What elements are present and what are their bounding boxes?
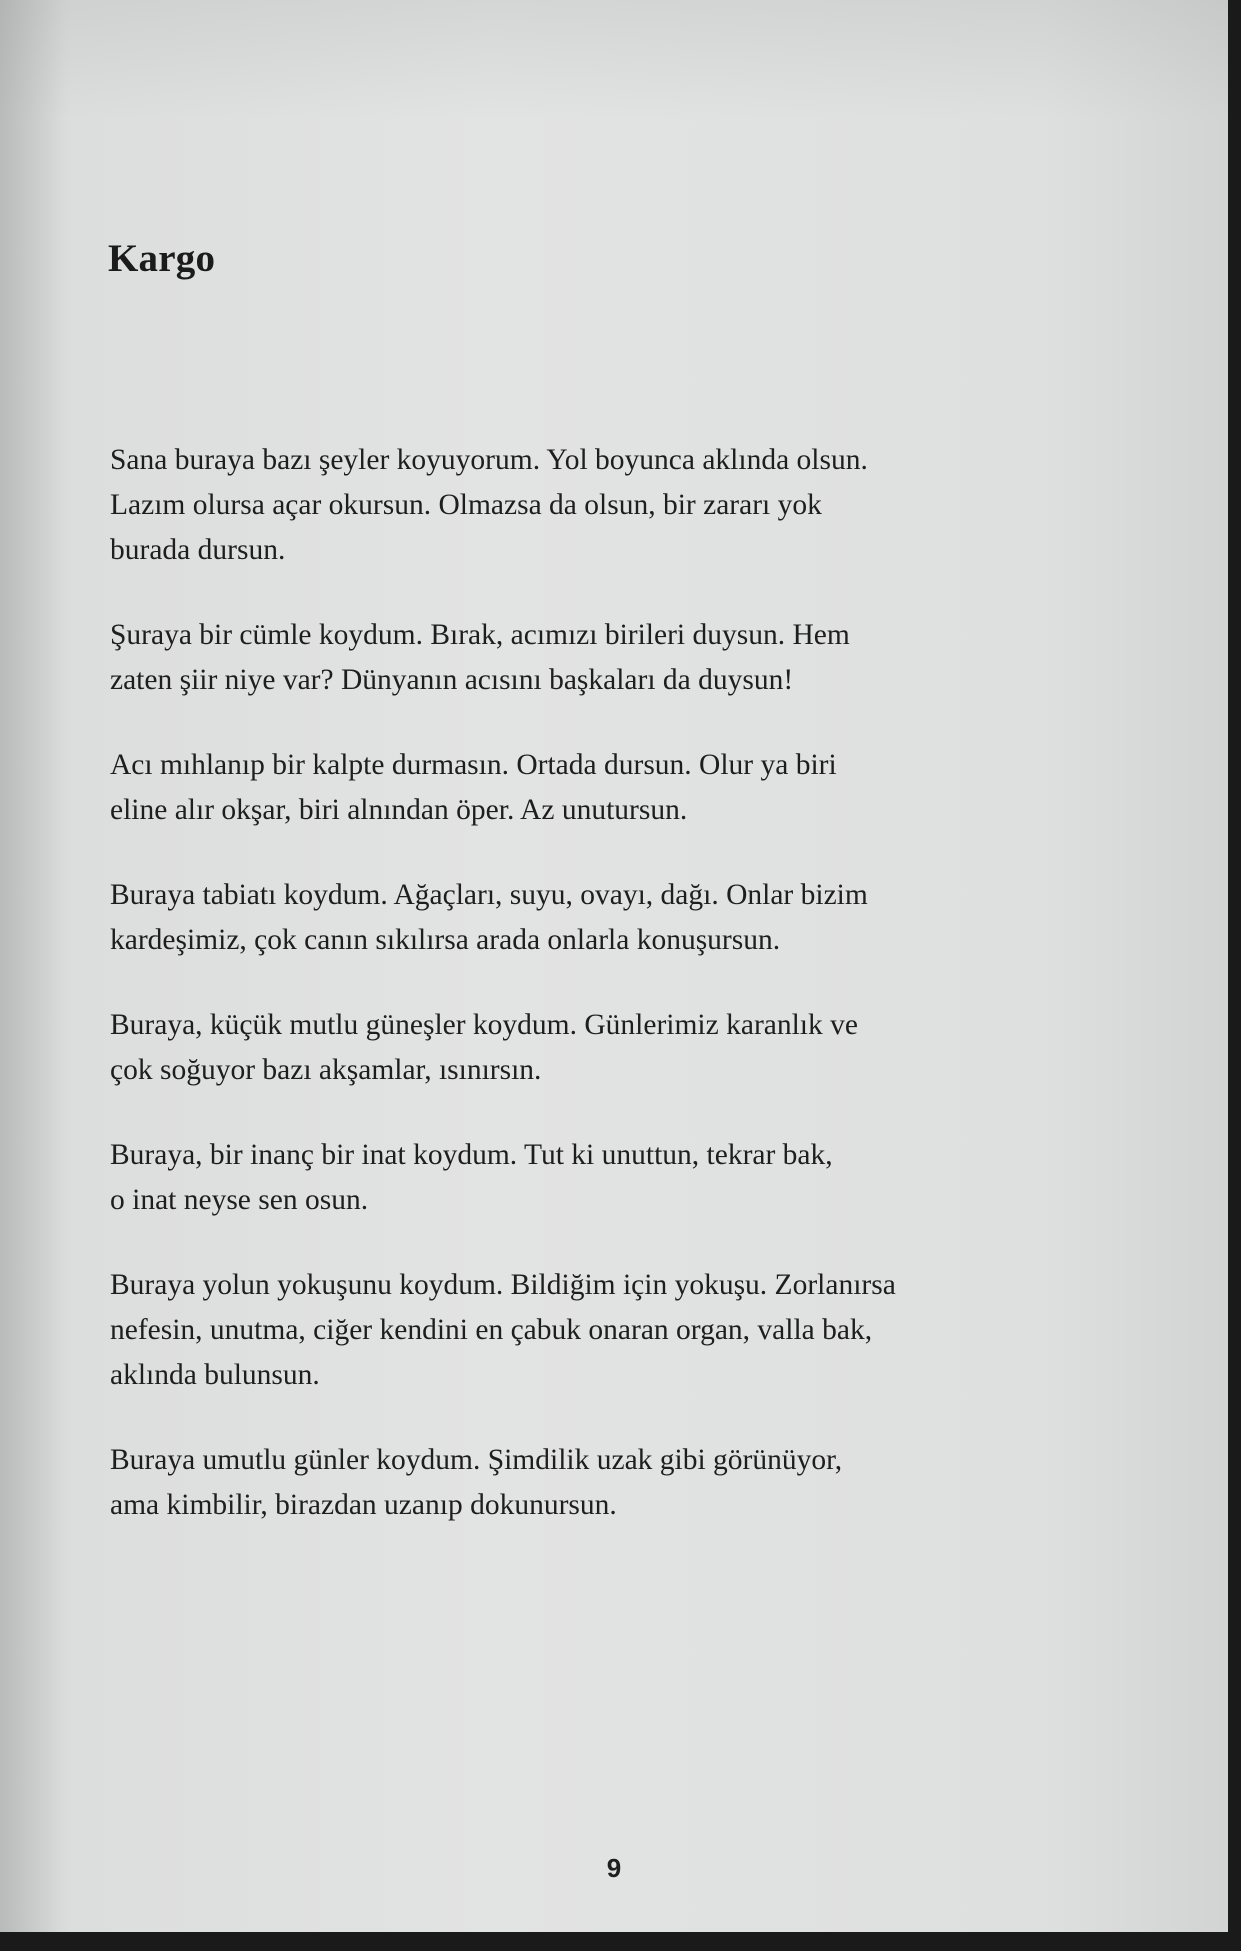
poem-line: aklında bulunsun. xyxy=(110,1359,320,1391)
stanza xyxy=(110,438,1140,573)
page-shadow-top xyxy=(0,0,1228,120)
poem-line: ama kimbilir, birazdan uzanıp dokunursun. xyxy=(110,1489,617,1521)
stanza xyxy=(110,1263,1140,1398)
poem-line: Buraya umutlu günler koydum. Şimdilik uzak gibi görünüyor, xyxy=(110,1444,843,1476)
poem-line: Buraya tabiatı koydum. Ağaçları, suyu, ovayı, dağı. Onlar bizim xyxy=(110,879,868,911)
poem-line: burada dursun. xyxy=(110,534,286,566)
stanza xyxy=(110,873,1140,963)
stanza xyxy=(110,1438,1140,1528)
stanza xyxy=(110,1133,1140,1223)
page-shadow-left xyxy=(0,0,70,1932)
poem-line: Buraya, bir inanç bir inat koydum. Tut ki unuttun, tekrar bak, xyxy=(110,1139,833,1171)
poem-line: zaten şiir niye var? Dünyanın acısını başkaları da duysun! xyxy=(110,664,794,696)
poem-line: çok soğuyor bazı akşamlar, ısınırsın. xyxy=(110,1054,542,1086)
poem-line: Acı mıhlanıp bir kalpte durmasın. Ortada dursun. Olur ya biri xyxy=(110,749,837,781)
poem-line: kardeşimiz, çok canın sıkılırsa arada onlarla konuşursun. xyxy=(110,924,781,956)
poem-line: eline alır okşar, biri alnından öper. Az unutursun. xyxy=(110,794,688,826)
poem-body xyxy=(110,438,1140,1568)
poem-line: Buraya yolun yokuşunu koydum. Bildiğim için yokuşu. Zorlanırsa xyxy=(110,1269,896,1301)
stanza xyxy=(110,1003,1140,1093)
stanza xyxy=(110,613,1140,703)
stanza xyxy=(110,743,1140,833)
poem-line: Şuraya bir cümle koydum. Bırak, acımızı birileri duysun. Hem xyxy=(110,619,850,651)
page-number: 9 xyxy=(606,1853,622,1883)
poem-line: Sana buraya bazı şeyler koyuyorum. Yol boyunca aklında olsun. xyxy=(110,444,868,476)
poem-line: Lazım olursa açar okursun. Olmazsa da olsun, bir zararı yok xyxy=(110,489,822,521)
poem-line: nefesin, unutma, ciğer kendini en çabuk onaran organ, valla bak, xyxy=(110,1314,873,1346)
poem-line: o inat neyse sen osun. xyxy=(110,1184,369,1216)
page-title: Kargo xyxy=(108,237,216,280)
poem-line: Buraya, küçük mutlu güneşler koydum. Günlerimiz karanlık ve xyxy=(110,1009,858,1041)
